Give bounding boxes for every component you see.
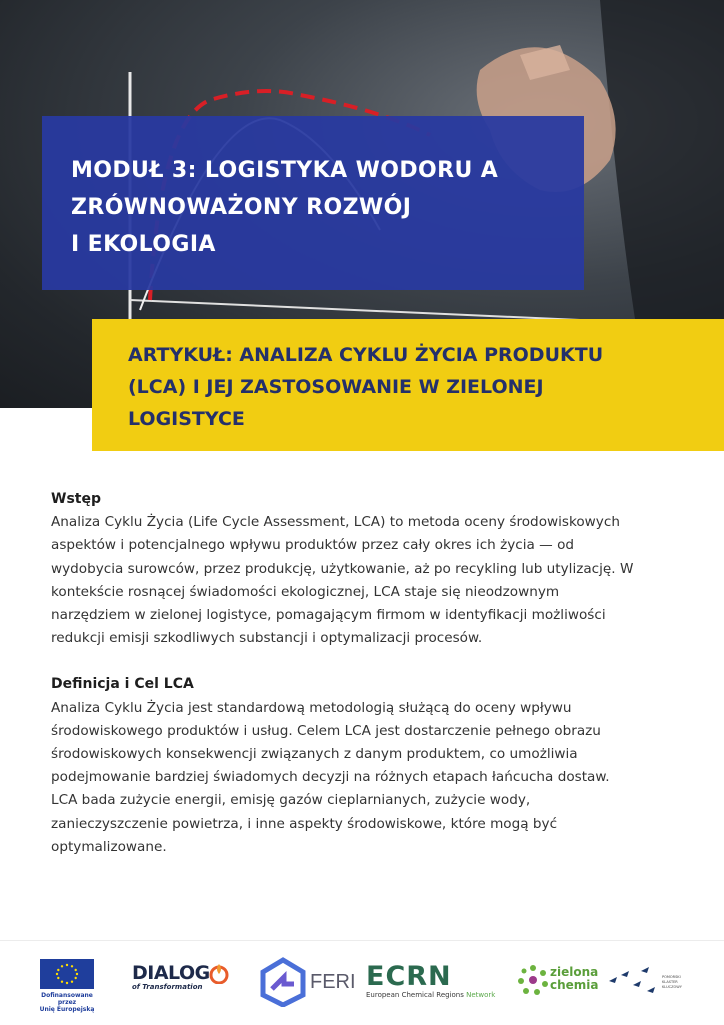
section-heading: Definicja i Cel LCA [51,676,194,693]
molecule-dots-icon [516,963,550,997]
eu-flag-icon [40,959,94,989]
flame-icon [208,962,230,984]
dialog-logo [132,963,210,991]
article-title-box [92,319,724,451]
zielona-chemia-name: zielona chemia [550,965,599,992]
eu-caption: Dofinansowane przez Unię Europejską [39,992,95,1013]
article-content [51,488,681,882]
feri-arrow-icon [258,957,308,1007]
ecrn-subtitle-a: European Chemical Regions [366,991,467,999]
cluster-text: POMORSKI KLASTER KLUCZOWY [662,975,682,989]
section-heading: Wstęp [51,491,101,507]
section-body: Analiza Cyklu Życia (Life Cycle Assessment, LCA) to metoda oceny środowiskowych aspektów i potencjalnego wpływu produktów przez cały okres ich życia — od wydobycia surowców, przez produkcję, użytkowanie, aż po recykling lub utylizację. W kontekście rosnącej świadomości ekologicznej, LCA staje się nieodzownym narzędziem w zielonej logistyce, pomagającym firmom w identyfikacji możliwości redukcji emisji szkodliwych substancji i optymalizacji procesów. [51,514,634,647]
eu-logo [39,959,95,1013]
article-title: ARTYKUŁ: ANALIZA CYKLU ŻYCIA PRODUKTU (LCA) I JEJ ZASTOSOWANIE W ZIELONEJ LOGISTYCE [128,344,604,430]
section-intro [51,488,681,650]
feri-name: FERI [310,971,356,993]
ecrn-subtitle [366,991,516,1000]
ecrn-logo [366,963,516,1000]
footer-logos [0,940,724,1025]
dialog-name: DIALOG [132,962,210,984]
section-body: Analiza Cyklu Życia jest standardową metodologią służącą do oceny wpływu środowiskowego produktów i usług. Celem LCA jest dostarczenie pełnego obrazu środowiskowych konsekwencji związanych z danym produktem, co umożliwia podejmowanie bardziej świadomych decyzji na różnych etapach łańcucha dostaw. LCA bada zużycie energii, emisję gazów cieplarnianych, zużycie wody, zanieczyszczenie powietrza, i inne aspekty środowiskowe, które mogą być optymalizowane. [51,699,610,855]
birds-icon [607,965,659,999]
cluster-logo [607,965,682,1003]
module-title-box [42,116,584,290]
ecrn-subtitle-b: Network [466,991,496,999]
feri-logo [258,957,356,1011]
dialog-subtitle: of Transformation [132,983,203,991]
zielona-chemia-logo [516,963,599,1001]
section-definition [51,673,681,859]
module-title: MODUŁ 3: LOGISTYKA WODORU A ZRÓWNOWAŻONY ROZWÓJ I EKOLOGIA [71,158,499,257]
ecrn-name: ECRN [366,961,452,992]
